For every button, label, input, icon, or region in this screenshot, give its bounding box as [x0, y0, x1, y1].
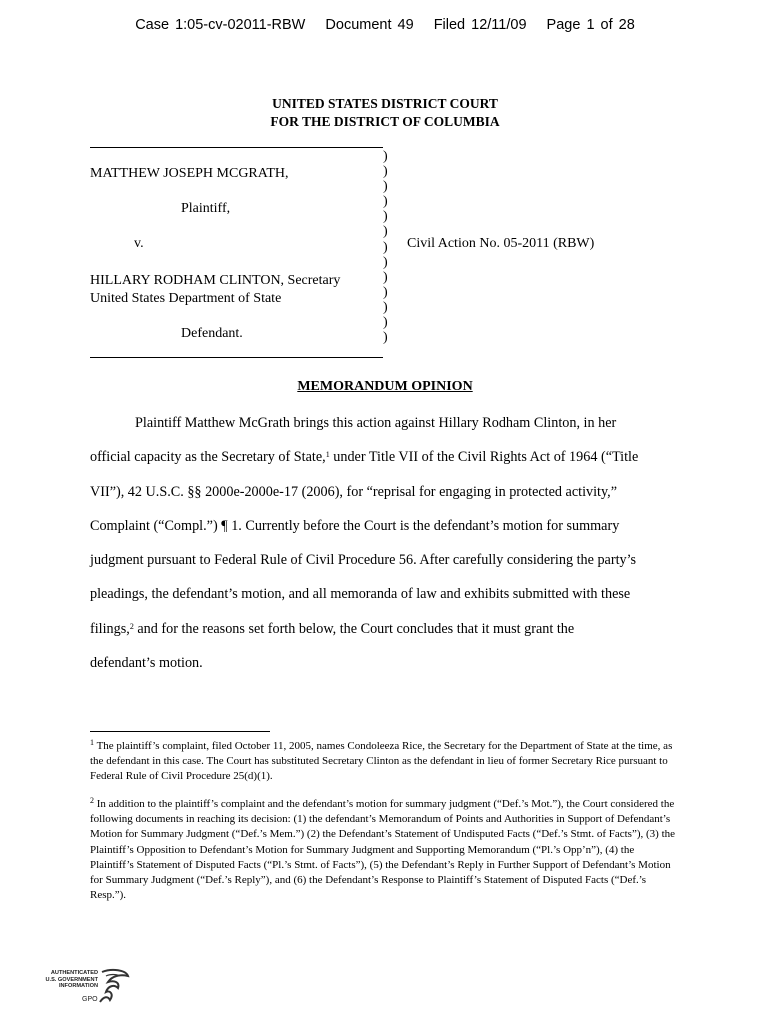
defendant-name: HILLARY RODHAM CLINTON, Secretary [90, 273, 341, 288]
body-line: filings,$^2$ and for the reasons set forth below, the Court concludes that it must grant the [90, 620, 575, 637]
case-number: Case 1:05-cv-02011-RBW [135, 17, 306, 33]
filing-header [0, 17, 770, 33]
versus: v. [134, 236, 144, 251]
footnote-2-number: 2 [90, 796, 94, 805]
caption-top-rule [90, 147, 383, 148]
body-line: defendant’s motion. [90, 655, 203, 672]
footnote-1 [90, 739, 675, 785]
gpo-seal-text: AUTHENTICATED U.S. GOVERNMENT INFORMATION [45, 970, 98, 990]
defendant-role: Defendant. [181, 326, 243, 341]
filed-date: Filed 12/11/09 [433, 17, 527, 33]
court-district: FOR THE DISTRICT OF COLUMBIA [270, 114, 500, 129]
plaintiff-name: MATTHEW JOSEPH MCGRATH, [90, 166, 289, 181]
footnote-ref-1[interactable]: 1 [325, 450, 330, 460]
caption-parenthesis-column: ) ) ) ) ) ) ) ) ) ) ) ) ) [383, 149, 388, 346]
page-number: Page 1 of 28 [546, 17, 635, 33]
body-line: judgment pursuant to Federal Rule of Civil Procedure 56. After carefully considering the party’s [90, 552, 637, 569]
memorandum-title: MEMORANDUM OPINION [297, 379, 473, 394]
court-heading [0, 95, 770, 131]
footnote-1-number: 1 [90, 738, 94, 747]
gpo-authentication-seal [40, 970, 140, 1018]
body-line: Plaintiff Matthew McGrath brings this action against Hillary Rodham Clinton, in her [135, 415, 617, 431]
defendant-department: United States Department of State [90, 291, 282, 306]
eagle-icon [96, 968, 130, 1008]
body-line: pleadings, the defendant’s motion, and all memoranda of law and exhibits submitted with these [90, 586, 631, 603]
plaintiff-role: Plaintiff, [181, 201, 231, 216]
footnote-2 [90, 797, 675, 903]
footnote-separator [90, 731, 270, 732]
document-number: Document 49 [325, 17, 414, 33]
body-line: official capacity as the Secretary of State,$^1$ under Title VII of the Civil Rights Act of 1964 (“Title [90, 449, 639, 466]
civil-action-number: Civil Action No. 05-2011 (RBW) [407, 236, 595, 251]
body-line: Complaint (“Compl.”) ¶ 1. Currently before the Court is the defendant’s motion for summary [90, 517, 620, 534]
opinion-body [90, 413, 690, 687]
court-name: UNITED STATES DISTRICT COURT [272, 96, 498, 111]
footnote-1-text: The plaintiff’s complaint, filed October 11, 2005, names Condoleeza Rice, the Secretary for the Department of State at the time, as the defendant in this case. The Court has substituted Secretary Clinton as the defendant in lieu of former Secretary Rice pursuant to Federal Rule of Civil Procedure 25(d)(1). [90, 740, 673, 783]
gpo-label: GPO [82, 996, 98, 1003]
body-line: VII”), 42 U.S.C. §§ 2000e-2000e-17 (2006), for “reprisal for engaging in protected activity,” [90, 483, 618, 500]
footnote-2-text: In addition to the plaintiff’s complaint and the defendant’s motion for summary judgment (“Def.’s Mot.”), the Court considered the following documents in reaching its decision: (1) the defendant’s Memorandum of Points and Authorities in Support of Defendant’s Motion for Summary Judgment (“Def.’s Mem.”) (2) the Defendant’s Statement of Undisputed Facts (“Def.’s Stmt. of Facts”), (3) the Plaintiff’s Opposition to Defendant’s Motion for Summary Judgment and Supporting Memorandum (“Pl.’s Opp’n”), (4) the Plaintiff’s Statement of Disputed Facts (“Pl.’s Stmt. of Facts”), (5) the Defendant’s Reply in Further Support of Defendant’s Motion for Summary Judgment (“Def.’s Reply”), and (6) the Defendant’s Response to Plaintiff’s Statement of Disputed Facts (“Def.’s Resp.”). [90, 798, 676, 902]
footnote-ref-2[interactable]: 2 [129, 621, 134, 631]
caption-bottom-rule [90, 357, 383, 358]
